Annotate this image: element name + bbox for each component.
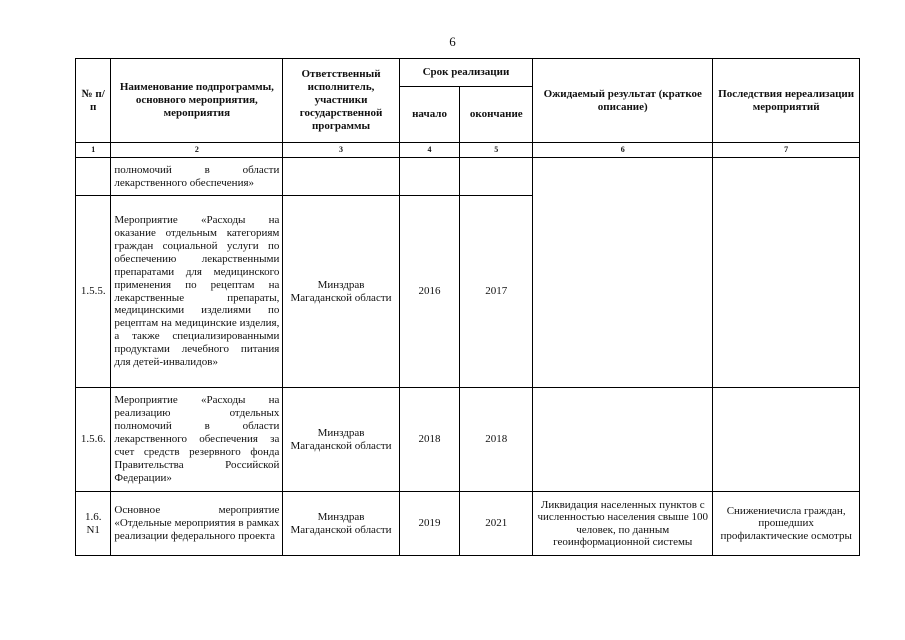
column-number: 3 xyxy=(283,143,399,158)
table-row xyxy=(76,388,860,492)
column-number: 6 xyxy=(533,143,713,158)
row-consequence xyxy=(713,158,860,388)
header-result: Ожидаемый результат (краткое описание) xyxy=(533,59,713,143)
row-name: Мероприятие «Расходы на оказание отдельным категориям граждан социальной услуги по обеспечению лекарственными препаратами для медицинского применения по рецептам на лекарственные препараты, медицинскими изделиями по рецептам на медицинские изделия, а также специализированными продуктами лечебного питания для детей-инвалидов» xyxy=(111,196,283,388)
column-number: 7 xyxy=(713,143,860,158)
header-executor: Ответственный исполнитель, участники государственной программы xyxy=(283,59,399,143)
header-term: Срок реализации xyxy=(399,59,533,87)
row-executor: Минздрав Магаданской области xyxy=(283,196,399,388)
header-start: начало xyxy=(399,87,460,143)
row-start: 2018 xyxy=(399,388,460,492)
row-name: полномочий в области лекарственного обеспечения» xyxy=(111,158,283,196)
row-start xyxy=(399,158,460,196)
row-start: 2016 xyxy=(399,196,460,388)
row-end: 2017 xyxy=(460,196,533,388)
row-executor: Минздрав Магаданской области xyxy=(283,388,399,492)
column-number: 5 xyxy=(460,143,533,158)
header-end: окончание xyxy=(460,87,533,143)
row-result xyxy=(533,158,713,388)
row-end xyxy=(460,158,533,196)
row-end: 2021 xyxy=(460,492,533,556)
row-number xyxy=(76,158,111,196)
column-number-row xyxy=(76,143,860,158)
column-number: 4 xyxy=(399,143,460,158)
column-number: 2 xyxy=(111,143,283,158)
row-number: 1.5.5. xyxy=(76,196,111,388)
header-name: Наименование подпрограммы, основного мероприятия, мероприятия xyxy=(111,59,283,143)
row-number: 1.5.6. xyxy=(76,388,111,492)
row-start: 2019 xyxy=(399,492,460,556)
row-executor xyxy=(283,158,399,196)
row-result: Ликвидация населенных пунктов с численностью населения свыше 100 человек, по данным геоинформационной системы xyxy=(533,492,713,556)
column-number: 1 xyxy=(76,143,111,158)
row-consequence: Снижениечисла граждан, прошедших профилактические осмотры xyxy=(713,492,860,556)
page-number: 6 xyxy=(449,34,456,49)
row-number: 1.6. N1 xyxy=(76,492,111,556)
header-consequence: Последствия нереализации мероприятий xyxy=(713,59,860,143)
program-activities-table xyxy=(75,58,860,556)
table-row xyxy=(76,158,860,196)
row-name: Основное мероприятие «Отдельные мероприятия в рамках реализации федерального проекта xyxy=(111,492,283,556)
row-executor: Минздрав Магаданской области xyxy=(283,492,399,556)
row-end: 2018 xyxy=(460,388,533,492)
row-result xyxy=(533,388,713,492)
row-name: Мероприятие «Расходы на реализацию отдельных полномочий в области лекарственного обеспечения за счет средств резервного фонда Правительства Российской Федерации» xyxy=(111,388,283,492)
row-consequence xyxy=(713,388,860,492)
table-row xyxy=(76,492,860,556)
header-num: № п/п xyxy=(76,59,111,143)
